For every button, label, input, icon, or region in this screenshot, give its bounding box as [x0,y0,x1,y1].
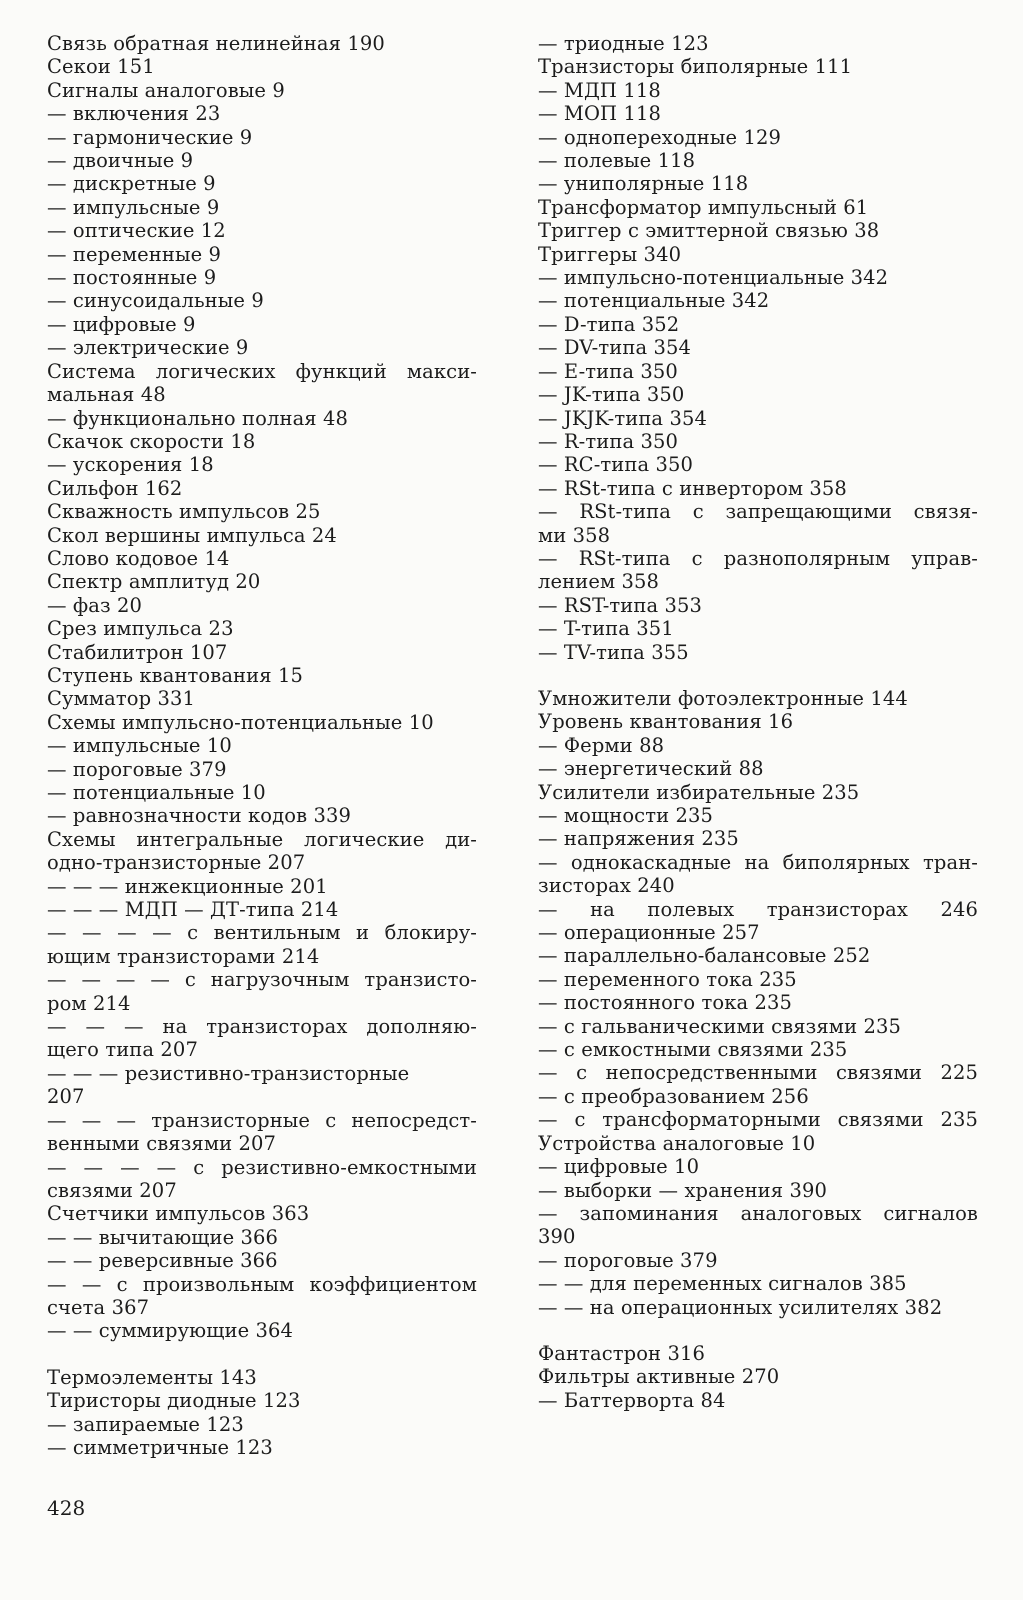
index-entry: — переменные 9 [47,242,222,266]
index-entry: Умножители фотоэлектронные 144 [538,686,908,710]
index-entry: Триггер с эмиттерной связью 38 [538,219,880,243]
index-entry: — — — — с вентильным и блокиру- [47,921,477,945]
index-entry: — запоминания аналоговых сигналов [538,1201,978,1225]
index-entry: Сильфон 162 [47,476,183,500]
index-entry: Термоэлементы 143 [47,1365,257,1389]
right-index-column [538,32,978,1412]
index-entry: — симметричные 123 [47,1435,273,1459]
index-entry: — — — резистивно-транзисторные [47,1061,410,1085]
index-entry: — триодные 123 [538,32,709,55]
index-entry: — импульсные 10 [47,734,232,758]
index-entry: Схемы интегральные логические ди- [47,827,477,851]
index-entry: — с непосредственными связями 225 [538,1061,978,1085]
index-entry: — T-типа 351 [538,617,674,641]
index-entry: — RST-типа 353 [538,593,703,617]
index-entry: — JKJK-типа 354 [538,406,707,430]
index-entry: Ступень квантования 15 [47,663,303,687]
index-entry: — импульсные 9 [47,195,220,219]
index-entry: — — — — с резистивно-емкостными [47,1155,477,1179]
index-entry: — мощности 235 [538,804,713,827]
index-entry: — — — МДП — ДТ-типа 214 [47,898,339,922]
index-entry: Связь обратная нелинейная 190 [47,32,385,55]
index-entry: Сигналы аналоговые 9 [47,78,285,102]
index-entry: — параллельно-балансовые 252 [538,944,871,968]
index-entry: — RSt-типа с инвертором 358 [538,476,847,500]
index-entry: венными связями 207 [47,1132,277,1156]
index-entry: — запираемые 123 [47,1412,244,1436]
index-entry: — двоичные 9 [47,149,194,173]
index-entry: — — — — с нагрузочным транзисто- [47,968,477,992]
index-entry: Фильтры активные 270 [538,1365,780,1389]
index-entry: Триггеры 340 [538,242,682,266]
index-entry: — — суммирующие 364 [47,1319,294,1343]
index-entry: Трансформатор импульсный 61 [538,195,869,219]
index-entry: — пороговые 379 [47,757,227,781]
index-entry: — постоянного тока 235 [538,991,793,1015]
index-entry: — DV-типа 354 [538,336,691,360]
index-entry: — — с произвольным коэффициентом [47,1272,477,1296]
index-entry: Спектр амплитуд 20 [47,570,261,594]
index-entry: мальная 48 [47,383,166,407]
index-entry: — с трансформаторными связями 235 [538,1108,978,1132]
left-index-column [47,32,477,1459]
index-entry: Транзисторы биполярные 111 [538,55,853,79]
index-entry: — функционально полная 48 [47,406,349,430]
index-entry: Слово кодовое 14 [47,546,230,570]
index-entry: — синусоидальные 9 [47,289,264,313]
index-entry: Фантастрон 316 [538,1341,705,1365]
index-entry: — D-типа 352 [538,312,680,336]
index-entry: — RSt-типа с запрещающими связя- [538,500,978,524]
index-entry: ющим транзисторами 214 [47,944,320,968]
index-entry: — оптические 12 [47,219,226,243]
index-entry: Система логических функций макси- [47,359,477,383]
index-entry: — напряжения 235 [538,827,739,851]
index-entry: — равнозначности кодов 339 [47,804,351,828]
index-entry: — полевые 118 [538,149,696,173]
index-entry: — Ферми 88 [538,733,665,757]
index-entry: — импульсно-потенциальные 342 [538,266,889,290]
index-entry: щего типа 207 [47,1038,198,1062]
index-entry: Тиристоры диодные 123 [47,1389,301,1413]
index-entry: Сумматор 331 [47,687,195,711]
index-entry: ми 358 [538,523,611,547]
index-entry: — — для переменных сигналов 385 [538,1272,907,1296]
index-entry: — с емкостными связями 235 [538,1038,848,1062]
index-entry: — цифровые 9 [47,312,196,336]
index-entry: — TV-типа 355 [538,640,689,664]
index-entry: — Баттерворта 84 [538,1388,726,1412]
index-entry: — — вычитающие 366 [47,1225,279,1249]
index-entry: — E-типа 350 [538,359,678,383]
page-number: 428 [47,1496,86,1520]
index-entry: 390 [538,1225,576,1249]
index-entry: — униполярные 118 [538,172,749,196]
index-entry: счета 367 [47,1295,150,1319]
index-entry: — энергетический 88 [538,757,764,781]
index-entry: — — реверсивные 366 [47,1249,278,1273]
index-entry: Уровень квантования 16 [538,710,794,734]
index-entry: 207 [47,1085,85,1109]
index-entry: — постоянные 9 [47,266,217,290]
index-entry: — однопереходные 129 [538,125,781,149]
index-entry: — — на операционных усилителях 382 [538,1295,943,1319]
index-entry: — на полевых транзисторах 246 [538,897,978,921]
index-entry: — R-типа 350 [538,429,678,453]
index-entry: ром 214 [47,991,131,1015]
index-entry: — с гальваническими связями 235 [538,1014,901,1038]
index-entry: — потенциальные 10 [47,781,266,804]
index-entry: Скважность импульсов 25 [47,500,321,524]
index-entry: — потенциальные 342 [538,289,770,313]
index-entry: — цифровые 10 [538,1155,700,1179]
index-entry: Стабилитрон 107 [47,640,228,664]
index-entry: — JK-типа 350 [538,383,685,407]
index-entry: Секои 151 [47,55,155,79]
index-entry: — гармонические 9 [47,125,253,149]
index-entry: Схемы импульсно-потенциальные 10 [47,710,434,734]
index-entry: Счетчики импульсов 363 [47,1202,310,1226]
index-entry: Скол вершины импульса 24 [47,523,337,547]
index-entry: Устройства аналоговые 10 [538,1131,816,1155]
index-entry: — однокаскадные на биполярных тран- [538,850,978,874]
index-entry: — — — транзисторные с непосредст- [47,1108,477,1132]
index-entry: — RSt-типа с разнополярным управ- [538,546,978,570]
index-entry: — выборки — хранения 390 [538,1178,827,1202]
index-entry: — МДП 118 [538,78,661,102]
index-entry: — включения 23 [47,102,221,126]
index-entry: связями 207 [47,1178,177,1202]
index-entry: — дискретные 9 [47,172,216,196]
index-entry: — — — на транзисторах дополняю- [47,1015,477,1039]
index-entry: — с преобразованием 256 [538,1084,809,1108]
index-entry: зисторах 240 [538,874,675,898]
index-entry: Усилители избирательные 235 [538,780,860,804]
index-entry: одно-транзисторные 207 [47,851,306,875]
index-entry: — переменного тока 235 [538,967,797,991]
index-entry: — пороговые 379 [538,1248,718,1272]
index-entry: — операционные 257 [538,921,760,945]
index-entry: — фаз 20 [47,593,143,617]
index-entry: Скачок скорости 18 [47,429,256,453]
index-entry: — МОП 118 [538,102,661,126]
index-entry: — ускорения 18 [47,453,214,477]
index-entry: — — — инжекционные 201 [47,874,328,898]
index-entry: — RC-типа 350 [538,453,694,477]
index-entry: Срез импульса 23 [47,617,234,641]
index-entry: лением 358 [538,570,660,594]
index-entry: — электрические 9 [47,336,249,360]
